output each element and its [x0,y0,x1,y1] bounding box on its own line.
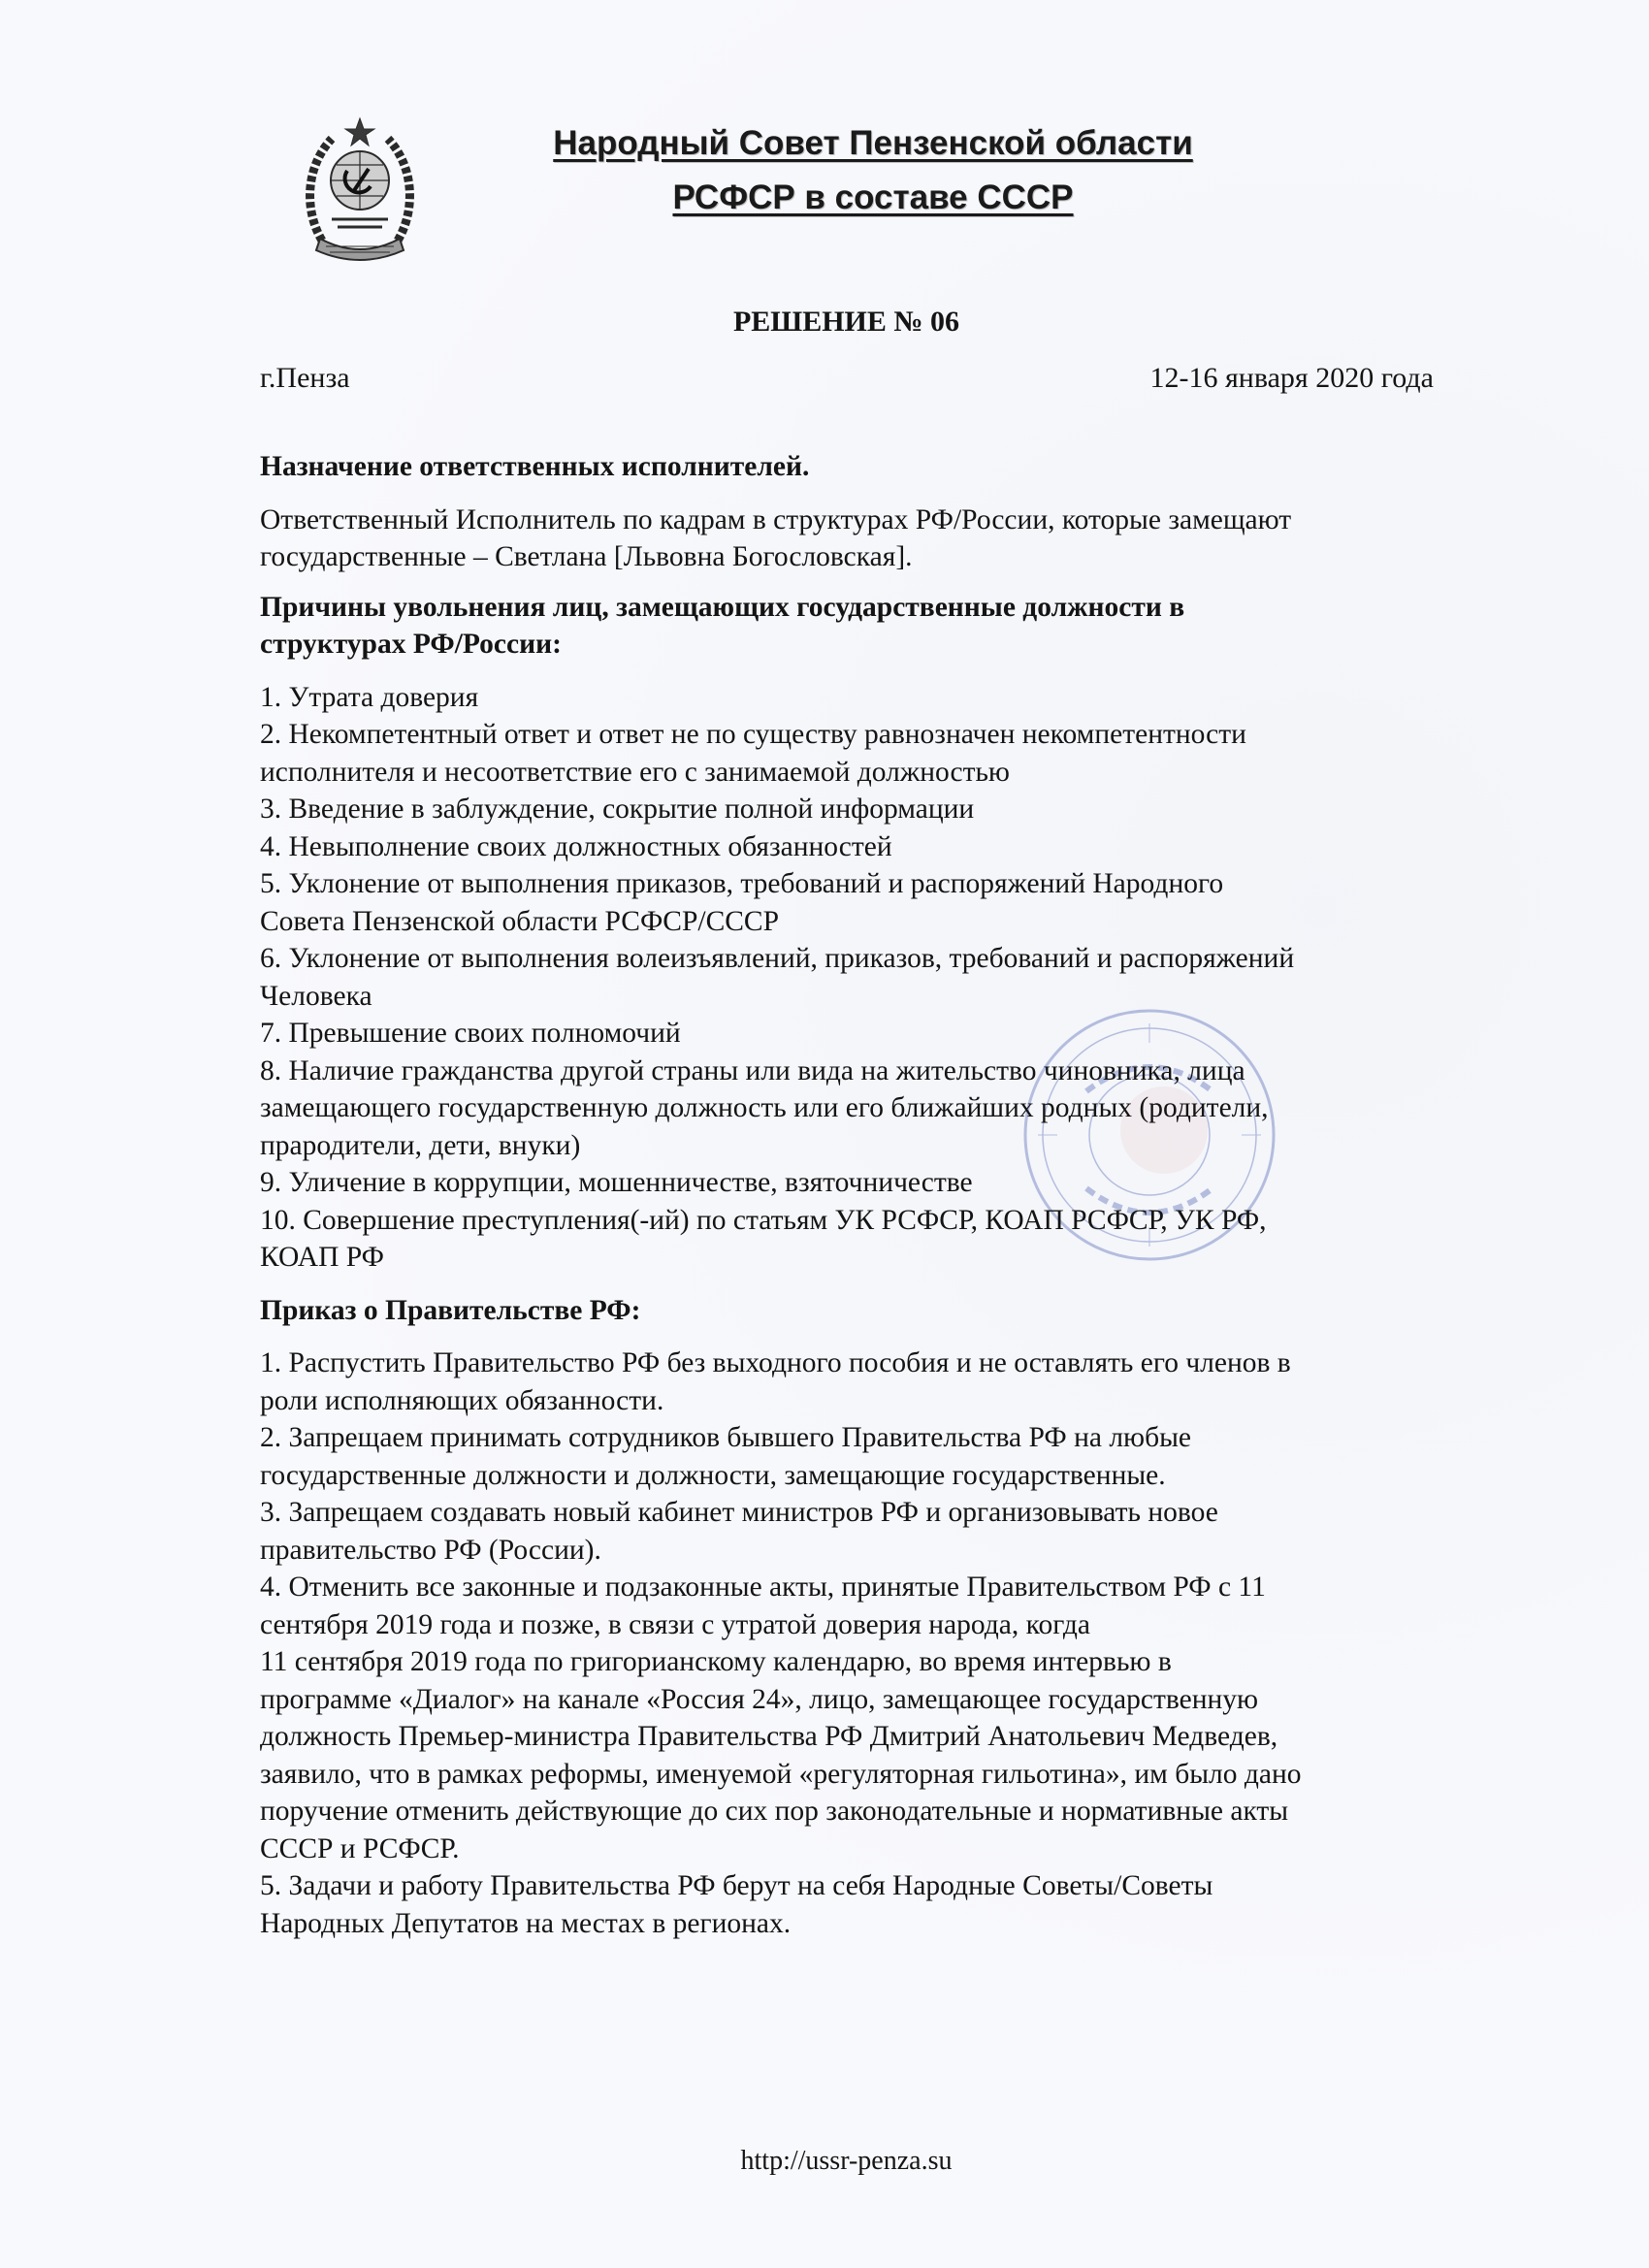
list-item: Совета Пензенской области РСФСР/СССР [260,905,780,937]
list-item: 3. Введение в заблуждение, сокрытие полной информации [260,794,975,825]
dismissal-reasons-list [260,679,1434,1277]
ussr-coat-of-arms-emblem [303,114,417,268]
list-item: 5. Уклонение от выполнения приказов, требований и распоряжений Народного [260,868,1224,899]
footer-url: http://ussr-penza.su [740,2146,953,2176]
list-item: программе «Диалог» на канале «Россия 24», лицо, замещающее государственную [260,1683,1259,1715]
dismissal-heading-line: Причины увольнения лиц, замещающих государственные должности в [260,591,1185,623]
list-item: 4. Невыполнение своих должностных обязанностей [260,830,892,862]
document-body [260,448,1434,1942]
list-item: КОАП РФ [260,1242,384,1273]
decision-city: г.Пенза [260,362,350,394]
decision-title: РЕШЕНИЕ № 06 [732,306,960,338]
appoint-text-line: государственные – Светлана [Львовна Богословская]. [260,541,913,572]
list-item: 8. Наличие гражданства другой страны или вида на жительство чиновника, лица [260,1054,1245,1086]
organization-header [456,116,1290,225]
list-item: 2. Некомпетентный ответ и ответ не по существу равнозначен некомпетентности [260,719,1246,750]
list-item: СССР и РСФСР. [260,1832,460,1864]
list-item: 9. Уличение в коррупции, мошенничестве, взяточничестве [260,1167,973,1198]
list-item: 11 сентября 2019 года по григорианскому календарю, во время интервью в [260,1646,1172,1677]
list-item: 1. Утрата доверия [260,681,479,713]
list-item: замещающего государственную должность или его ближайших родных (родители, [260,1092,1269,1123]
header-title-line-1: Народный Совет Пензенской области [553,124,1193,162]
decision-date: 12-16 января 2020 года [1149,362,1434,394]
list-item: 5. Задачи и работу Правительства РФ берут на себя Народные Советы/Советы [260,1870,1213,1901]
government-heading: Приказ о Правительстве РФ: [260,1294,641,1326]
list-item: правительство РФ (России). [260,1534,601,1566]
list-item: поручение отменить действующие до сих пор законодательные и нормативные акты [260,1796,1289,1827]
list-item: 6. Уклонение от выполнения волеизъявлений, приказов, требований и распоряжений [260,943,1295,974]
list-item: 4. Отменить все законные и подзаконные акты, принятые Правительством РФ с 11 [260,1571,1266,1603]
list-item: 10. Совершение преступления(-ий) по статьям УК РСФСР, КОАП РСФСР, УК РФ, [260,1204,1267,1236]
dismissal-heading [260,589,1434,664]
list-item: 7. Превышение своих полномочий [260,1018,681,1049]
list-item: исполнителя и несоответствие его с занимаемой должностью [260,756,1010,788]
list-item: должность Премьер-министра Правительства РФ Дмитрий Анатольевич Медведев, [260,1721,1278,1752]
list-item: заявило, что в рамках реформы, именуемой «регуляторная гильотина», им было дано [260,1758,1302,1790]
list-item: государственные должности и должности, замещающие государственные. [260,1459,1166,1491]
government-orders-list [260,1345,1434,1942]
list-item: 3. Запрещаем создавать новый кабинет министров РФ и организовывать новое [260,1497,1218,1528]
dismissal-heading-line: структурах РФ/России: [260,629,562,660]
list-item: 2. Запрещаем принимать сотрудников бывшего Правительства РФ на любые [260,1422,1192,1453]
list-item: прародители, дети, внуки) [260,1129,581,1161]
appoint-text-line: Ответственный Исполнитель по кадрам в структурах РФ/России, которые замещают [260,503,1292,535]
list-item: Человека [260,980,372,1012]
appoint-text [260,502,1434,576]
appoint-heading: Назначение ответственных исполнителей. [260,451,810,482]
list-item: Народных Депутатов на местах в регионах. [260,1907,792,1939]
list-item: сентября 2019 года и позже, в связи с утратой доверия народа, когда [260,1608,1090,1640]
list-item: 1. Распустить Правительство РФ без выходного пособия и не оставлять его членов в [260,1347,1291,1378]
header-title-line-2: РСФСР в составе СССР [672,178,1074,216]
place-date-row [260,362,1434,395]
list-item: роли исполняющих обязанности. [260,1384,664,1416]
